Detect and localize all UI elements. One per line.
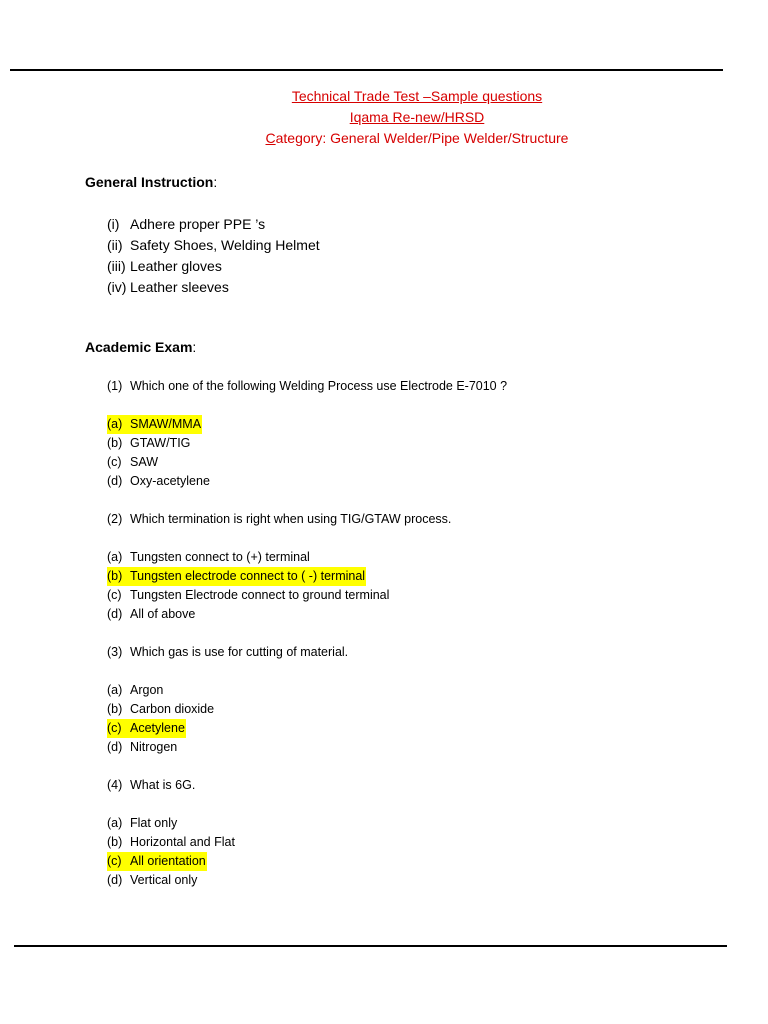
option-text: Vertical only (130, 873, 198, 887)
option-text: Carbon dioxide (130, 702, 215, 716)
question-number: (1) (107, 379, 123, 393)
option-text: GTAW/TIG (130, 436, 191, 450)
question-2 (107, 510, 507, 529)
option-text: Tungsten connect to (+) terminal (130, 550, 310, 564)
question-text: Which one of the following Welding Process use Electrode E-7010 ? (130, 379, 508, 393)
general-instruction-heading (85, 174, 217, 190)
option-number: (d) (107, 474, 123, 488)
instruction-number: (iv) (107, 279, 127, 295)
option-4d (107, 871, 507, 890)
instruction-text: Leather gloves (130, 258, 222, 274)
document-title: Technical Trade Test –Sample questions (291, 88, 543, 104)
instruction-number: (i) (107, 216, 120, 232)
option-number: (a) (107, 683, 123, 697)
option-1a (107, 415, 507, 434)
option-number: (c) (107, 721, 122, 735)
option-text: Tungsten Electrode connect to ground terminal (130, 588, 390, 602)
option-number: (c) (107, 455, 122, 469)
question-number: (2) (107, 512, 123, 526)
category-initial: C (265, 130, 276, 146)
question-4 (107, 776, 507, 795)
question-1 (107, 377, 507, 396)
option-number: (a) (107, 550, 123, 564)
category-text: ategory: General Welder/Pipe Welder/Structure (275, 130, 569, 146)
option-number: (b) (107, 835, 123, 849)
instruction-text: Adhere proper PPE ’s (130, 216, 266, 232)
option-3b (107, 700, 507, 719)
general-instruction-list (107, 214, 320, 298)
instruction-item (107, 256, 320, 277)
option-2a (107, 548, 507, 567)
option-number: (a) (107, 417, 123, 431)
option-text: SAW (130, 455, 159, 469)
option-text: Nitrogen (130, 740, 178, 754)
option-3a (107, 681, 507, 700)
academic-exam-questions (107, 377, 507, 890)
option-number: (a) (107, 816, 123, 830)
option-4b (107, 833, 507, 852)
option-number: (c) (107, 854, 122, 868)
question-3 (107, 643, 507, 662)
option-text: Acetylene (130, 721, 185, 735)
answer-highlight (107, 567, 366, 586)
top-horizontal-rule (10, 69, 723, 71)
option-4c (107, 852, 507, 871)
option-number: (d) (107, 740, 123, 754)
option-4a (107, 814, 507, 833)
question-text: Which termination is right when using TIG/GTAW process. (130, 512, 452, 526)
option-number: (b) (107, 702, 123, 716)
bottom-horizontal-rule (14, 945, 727, 947)
option-text: Oxy-acetylene (130, 474, 210, 488)
option-text: Argon (130, 683, 164, 697)
question-text: What is 6G. (130, 778, 196, 792)
option-text: Tungsten electrode connect to ( -) terminal (130, 569, 366, 583)
general-instruction-colon: : (213, 174, 218, 190)
option-1b (107, 434, 507, 453)
option-number: (d) (107, 873, 123, 887)
instruction-text: Safety Shoes, Welding Helmet (130, 237, 320, 253)
question-number: (3) (107, 645, 123, 659)
document-category (0, 130, 768, 146)
academic-exam-colon: : (192, 339, 197, 355)
instruction-item (107, 277, 320, 298)
option-text: All of above (130, 607, 196, 621)
option-number: (b) (107, 436, 123, 450)
option-text: Flat only (130, 816, 178, 830)
option-3c (107, 719, 507, 738)
instruction-item (107, 235, 320, 256)
option-text: All orientation (130, 854, 206, 868)
question-text: Which gas is use for cutting of material. (130, 645, 349, 659)
instruction-number: (ii) (107, 237, 123, 253)
option-1c (107, 453, 507, 472)
option-2d (107, 605, 507, 624)
option-number: (b) (107, 569, 123, 583)
option-number: (d) (107, 607, 123, 621)
answer-highlight (107, 852, 207, 871)
general-instruction-label: General Instruction (85, 174, 214, 190)
option-text: Horizontal and Flat (130, 835, 235, 849)
instruction-text: Leather sleeves (130, 279, 229, 295)
option-text: SMAW/MMA (130, 417, 202, 431)
option-3d (107, 738, 507, 757)
academic-exam-heading (85, 339, 196, 355)
answer-highlight (107, 719, 186, 738)
instruction-item (107, 214, 320, 235)
answer-highlight (107, 415, 202, 434)
option-2b (107, 567, 507, 586)
instruction-number: (iii) (107, 258, 126, 274)
document-subtitle: Iqama Re-new/HRSD (349, 109, 485, 125)
question-number: (4) (107, 778, 123, 792)
option-number: (c) (107, 588, 122, 602)
academic-exam-label: Academic Exam (85, 339, 193, 355)
option-2c (107, 586, 507, 605)
option-1d (107, 472, 507, 491)
